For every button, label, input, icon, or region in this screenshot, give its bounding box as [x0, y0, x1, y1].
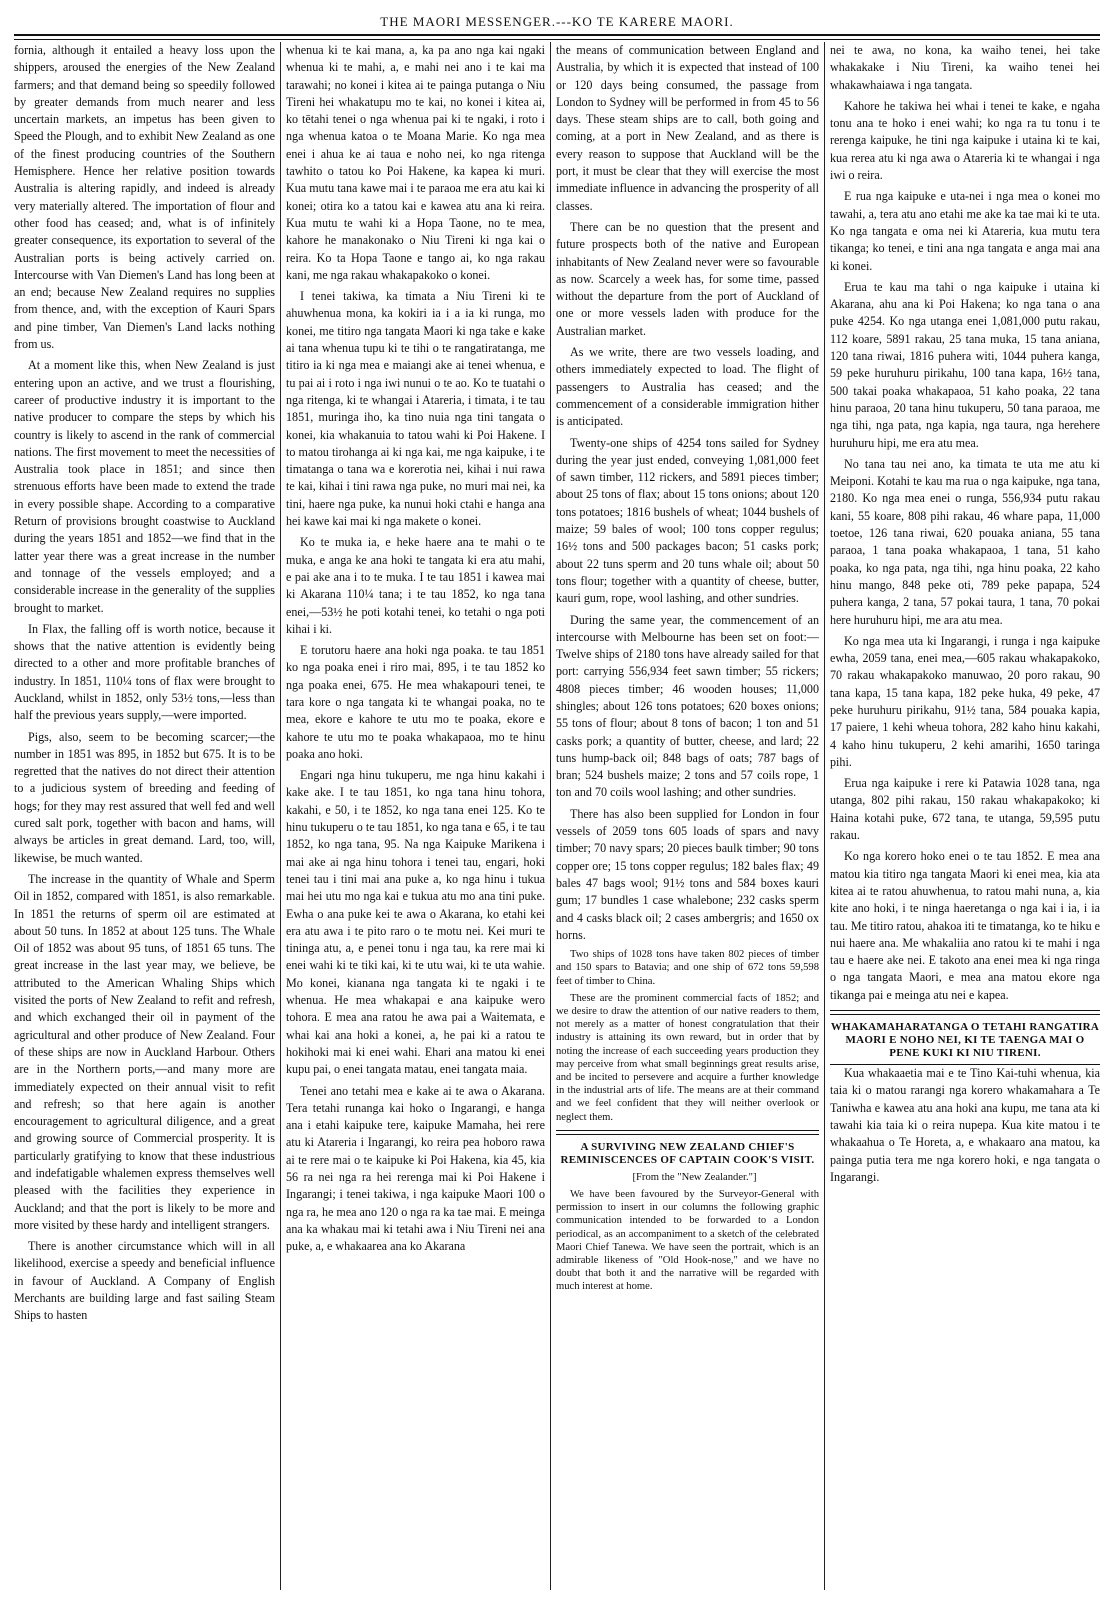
- column-4-maori: [830, 42, 1100, 1588]
- column-2-maori: [286, 42, 545, 1588]
- article-source: [From the "New Zealander."]: [632, 1171, 757, 1183]
- column-1-english: [14, 42, 275, 1588]
- paragraph: Ko nga korero hoko enei o te tau 1852. E mea ana matou kia titiro nga tangata Maori ki enei mea, kia ata kitea ai te ratou ahuwhenua, to ratou mahi nuna, a, kia kite ano hoki, i te ninga haeretanga o nga kai i ia, i ia tau. Me titiro ratou, ahakoa iti te timatanga, ko te hiku e nui haere ana. Me whakaliia ano ratou ki te mahi i nga tau e haere ake nei. E takoto ana enei mea ki nga ringa o nga tangata Maori, e mea ana matou ekore nga tikanga pai e meinga atu nei e kapea.: [830, 849, 1100, 1002]
- paragraph: Pigs, also, seem to be becoming scarcer;—the number in 1851 was 895, in 1852 but 675. It is to be regretted that the natives do not direct their attention to a judicious system of breeding and feeding of hogs; for they may rest assured that well fed and well cured salt pork, together with bacon and hams, will always be articles in great demand. Lard, too, will, likewise, be much wanted.: [14, 729, 275, 865]
- paragraph: At a moment like this, when New Zealand is just entering upon an active, and we trust a flourishing, career of productive industry it is important to the native producer to compare the steps by which his country is likely to ascend in the rank of commercial nations. The first movement to meet the necessities of Australia took place in 1851; and since then strenuous efforts have been made to extend the trade in every possible shape. According to a comparative Return of provisions brought coastwise to Auckland during the years 1851 and 1852—we find that in the latter year there was a great increase in the number and tonnage of the vessels employed; and a considerable increase in the generality of the supplies brought to market.: [14, 358, 275, 615]
- paragraph: Erua te kau ma tahi o nga kaipuke i utaina ki Akarana, ahu ana ki Poi Hakena; ko nga tana o ana puke 4254. Ko nga utanga enei 1,081,000 putu rakau, 112 koare, 5891 rakau, 25 tana muka, 15 tana aniana, 120 tana riwai, 1816 puhera witi, 1044 puhera kanga, 59 peke huruhuru pirikahu, 100 tana kapa, 16½ tana, 500 takai poaka whakapaoa, 51 kaho poaka, 22 tana hinu paraoa, 20 tana hinu tukuperu, 50 tana paraoa, me nga tihi, nga pata, nga kapia, nga taura, nga herehere huruhuru hipi, me era atu mea.: [830, 279, 1100, 450]
- paragraph: fornia, although it entailed a heavy loss upon the shippers, aroused the energies of the New Zealand farmers; and that demand being so speedily followed by greater demands from much nearer and less uncertain markets, an impetus has been given to Speed the Plough, and to exhibit New Zealand as one of the finest producing countries of the Southern Hemisphere. Hence her relative position towards Australia is altering rapidly, and indeed is already very materially altered. The importation of flour and other food has ceased; and, what is of infinitely greater consequence, its exportation to several of the Australian ports is being actively carried on. Intercourse with Van Diemen's Land has long been at an end; because New Zealand requires no supplies from thence, and, with the exception of Kauri Spars and pine timber, Van Diemen's Land lacks nothing from us.: [14, 43, 275, 352]
- paragraph: During the same year, the commencement of an intercourse with Melbourne has been set on foot:—Twelve ships of 2180 tons have already sailed for that port: carrying 556,934 feet sawn timber; 55 rickers; 4808 pieces timber; 46 wooden houses; 11,000 shingles; about 126 tons potatoes; 620 boxes onions; 55 tons of flour; about 8 tons of bacon; 1 ton and 51 casks pork; a quantity of butter, cheese, and lard; 22 tuns hump-back oil; 848 bags of oats; 787 bags of bran; 524 bushels maize; 2 tons and 57 coils rope, 1 ton and 70 coils wool lashing; and other sundries.: [556, 612, 819, 800]
- paragraph: Kahore he takiwa hei whai i tenei te kake, e ngaha tonu ana te hoko i enei wahi; ko nga ra tu tonu i te rerenga kaipuke, he tini nga kaipuke i utaina ki te kai, kua rerea atu ki nga awa o Atareria ki te whangai i nga iwi o reira.: [830, 98, 1100, 183]
- column-3-english: [556, 42, 819, 1588]
- paragraph: Ko te muka ia, e heke haere ana te mahi o te muka, e anga ke ana hoki te tangata ki era atu mahi, e pai ake ana i to te muka. I te tau 1851 i kawea mai ki Akarana 110¼ tana; i te tau 1852, ko nga tana enei,—53½ he poti kotahi tenei, ko tetahi o nga poti kihai i ki.: [286, 535, 545, 636]
- paragraph: Kua whakaaetia mai e te Tino Kai-tuhi whenua, kia taia ki o matou rarangi nga korero whakamahara a Te Taniwha e kawea atu ana hoki ana kupu, me tana ata ki tawahi kia taia ki o reira nupepa. Kua kite matou i te whakaahua o Te Horeta, a, e whakaaro ana matou, ka painga putia tera me nga korero hoki, e nga tangata o Ingarangi.: [830, 1066, 1100, 1184]
- paragraph: We have been favoured by the Surveyor-General with permission to insert in our columns the following graphic communication intended to be forwarded to a London periodical, as an accompaniment to a sketch of the celebrated Maori Chief Tanewa. We have seen the portrait, which is an admirable likeness of "Old Hook-nose," and we have no doubt that both it and the narrative will be regarded with much interest at home.: [556, 1188, 819, 1293]
- paragraph: Twenty-one ships of 4254 tons sailed for Sydney during the year just ended, conveying 1,081,000 feet of sawn timber, 112 rickers, and 5891 pieces timber; about 25 tons of flax; about 15 tons onions; about 120 tons potatoes; 1816 bushels of wheat; 1044 bushels of maize; 59 bales of wool; 100 tons copper regulus; 16½ tons and 500 packages bacon; 51 casks pork; about 22 tuns sperm and 20 tuns whale oil; about 50 tons flour; together with a quantity of cheese, butter, kauri gum, rope, wool lashing, and other sundries.: [556, 435, 819, 606]
- masthead-rule: [14, 34, 1100, 40]
- paragraph: Two ships of 1028 tons have taken 802 pieces of timber and 150 spars to Batavia; and one ship of 672 tons 59,598 feet of timber to China.: [556, 949, 819, 987]
- column-divider: [280, 42, 281, 1590]
- paragraph: The increase in the quantity of Whale and Sperm Oil in 1852, compared with 1851, is also remarkable. In 1851 the returns of sperm oil are estimated at about 50 tuns. In 1852 at about 125 tuns. The Whale Oil of 1852 was about 95 tuns, of 1851 65 tuns. The great increase in the last year may, we believe, be attributed to the American Whaling Ships which visited the ports of New Zealand to refit and refresh, and which exchanged their oil in payment of the agricultural and other produce of New Zealand. Four of these ships are now in Auckland Harbour. Others are in the Northern ports,—and many more are immediately expected on their annual visit to refit and refresh; so that here again is another encouragement to agricultural diligence, and a great and growing source of Commercial prosperity. It is particularly gratifying to know that these industrious and indefatigable whalemen express themselves well pleased with the facilities they experience in Auckland; and that the port is likely to be more and more visited by these hardy and intelligent strangers.: [14, 871, 275, 1232]
- paragraph: As we write, there are two vessels loading, and others immediately expected to load. The flight of passengers to Australia has ceased; and the commencement of a considerable immigration hither is anticipated.: [556, 345, 819, 429]
- paragraph: I tenei takiwa, ka timata a Niu Tireni ki te ahuwhenua mona, ka kokiri ia i a ia ki runga, mo konei, me titiro nga tangata Maori ki nga take e kake ai tana whenua tupu ki te tihi o te rangatiratanga, me titiro ia ki nga mea e maiangi ake ai tenei whenua, e tu pai ai i roto i nga iwi nunui o te ao. Ko te tuatahi o nga ritenga, ki te whangai i Atareria, i timata, i te tau 1851, muringa iho, ka tino nuia nga tini tangata o konei, kia whakanuia to tatou wahi ki Poi Hakene. I to matou tirohanga ai ki nga kai, me nga kaipuke, i te timatanga o tana wa e korerotia nei, kihai i nui rawa te kai, kihai i tini rawa nga puke, no muri mai nei, ka tini, haere nga puke, ka nunui hoki ctahi e hanga ana hei kawe kai mai ki nga makete o konei.: [286, 289, 545, 529]
- paragraph: Ko nga mea uta ki Ingarangi, i runga i nga kaipuke ewha, 2059 tana, enei mea,—605 rakau whakapakoko, 70 rakau whakapakoko manuwao, 20 poro rakau, 90 tana kapa, 15 tana kapa, 182 peke huka, 49 peke, 47 peke huruhuru pirikahu, 91½ tana, 584 pouaka kapia, 17 paiere, 1 kehi wheua tohora, 282 kaho hinu kakahi, 4 kaho hinu tukuperu, 2 kehi amarihi, 1650 taringa pihi.: [830, 633, 1100, 769]
- column-divider: [824, 42, 825, 1590]
- paragraph: Erua nga kaipuke i rere ki Patawia 1028 tana, nga utanga, 802 pihi rakau, 150 rakau whakapakoko; ki Haina kotahi puke, 672 tana, te utanga, 59,595 putu rakau.: [830, 776, 1100, 843]
- article-headline: A SURVIVING NEW ZEALAND CHIEF'S REMINISCENCES OF CAPTAIN COOK'S VISIT.: [560, 1140, 815, 1166]
- masthead: THE MAORI MESSENGER.---KO TE KARERE MAORI.: [380, 14, 734, 29]
- paragraph: Tenei ano tetahi mea e kake ai te awa o Akarana. Tera tetahi runanga kai hoko o Ingarangi, e hanga ana i etahi kaipuke tere, kaipuke Mamaha, hei rere atu ki Atareria i Ingarangi, ko reira pea hoboro rawa ai te rere mai o te kaipuke ki Poi Hakena, kia 45, kia 56 ra nei nga ra hei rerenga mai ki Poi Hakene i Ingarangi; i tenei takiwa, i nga kaipuke Maori 100 o nga ra, he mea ano 120 o nga ra ka tae mai. E meinga ana ka whakau mai ki tetahi awa i Niu Tireni nei ana puke, a, e whakaarea ana ko Akarana: [286, 1083, 545, 1254]
- paragraph: Engari nga hinu tukuperu, me nga hinu kakahi i kake ake. I te tau 1851, ko nga tana hinu tohora, kakahi, e 50, i te 1852, ko nga tana enei 125. Ko te hinu tukuperu o te tau 1851, ko nga tana e 65, i te tau 1852, ko nga tana, 95. Na nga Kaipuke Marikena i mai ake ai nga hinu tohora i tenei tau, engari, hoki tenei tau i tini mai ana puke a, ko nga hinu i tukua mai hei utu mo nga kai e tukua atu mo ana tini puke. Ewha o ana puke kei te awa o Akarana, ko etahi kei era atu awa i te pito raro o te motu nei. Kei muri te tininga atu, a, e penei tonu i nga tau, ka rere mai ki enei wahi ki te tiki kai, ki te utu wai, ki te uta wahie. Mo konei, kianana nga tangata ki te ngaki i te whenua. He mea whakapai e ana kaipuke wero tohora. E mea ana ratou he awa pai a Waitemata, e whai kai ana hoki a konei, a, he pai ki a ratou te hokihoki mai ki enei wahi. Ehari ana matou ki enei kupu pai, o enei tangata matau, enei tangata maia.: [286, 768, 545, 1077]
- paragraph: In Flax, the falling off is worth notice, because it shows that the native attention is evidently being directed to a other and more profitable branches of industry. In 1851, 110¼ tons of flax were brought to Auckland, whilst in 1852, only 53½ tons,—less than half the previous years supply,—were imported.: [14, 621, 275, 723]
- paragraph: There has also been supplied for London in four vessels of 2059 tons 605 loads of spars and navy timber; 70 navy spars; 20 pieces baulk timber; 90 tons copper ore; 15 tons copper regulus; 182 bales flax; 49 bales 47 bags wool; 91½ tons and 584 boxes kauri gum; 17 bundles 1 case whalebone; 232 casks sperm and 4 casks black oil; 2 cases ambergris; and 1650 ox horns.: [556, 806, 819, 942]
- paragraph: nei te awa, no kona, ka waiho tenei, hei take whakakake i Niu Tireni, ka waiho tenei hei whakawhaiawa i nga tangata.: [830, 43, 1100, 92]
- paragraph: whenua ki te kai mana, a, ka pa ano nga kai ngaki whenua ki te mahi, a, e mahi nei ano i te kai ma tarawahi; no konei i kitea ai te painga putanga o Niu Tireni hei whakatupu mo te kai, no konei i kitea ai, ko tētahi tenei o nga whenua pai ki te ngaki, i roto i nga whenua katoa o te Moana Marie. Ko nga mea enei i ahua ke ai taua e noho nei, ko nga ritenga tawhito o tatou ko Poi Hakene, ka kapea ki muri. Kua mutu tana kawe mai i te paraoa me era atu kai ki konei; otira ko a tatou kai e kawea atu ana ki reira. Kua mutu te wahi ki a Hopa Taone, no te mea, kahore he manakonako o Niu Tireni ki nga kai o reira. Ko ta Hopa Taone e tango ai, ko nga rakau kani, me nga rakau whakapakoko o konei.: [286, 43, 545, 282]
- paragraph: the means of communication between England and Australia, by which it is expected that instead of 100 or 120 days being consumed, the passage from London to Sydney will be performed in from 45 to 56 days. These steam ships are to call, both going and coming, at a port in New Zealand, and as there is every reason to suppose that Auckland will be the port, it must be clear that they will exercise the most immediate influence in advancing the prosperity of all classes.: [556, 43, 819, 213]
- section-rule: [830, 1010, 1100, 1015]
- column-divider: [550, 42, 551, 1590]
- article-headline: WHAKAMAHARATANGA O TETAHI RANGATIRA MAORI E NOHO NEI, KI TE TAENGA MAI O PENE KUKI KI NIU TIRENI.: [830, 1021, 1100, 1060]
- paragraph: E rua nga kaipuke e uta-nei i nga mea o konei mo tawahi, a, tera atu ano etahi me ake ka tae mai ki te uta. Ko nga tangata e oma nei ki Atareria, kua mutu tera tikanga; ko tenei, e tini ana nga tangata e anga mai ana ki konei.: [830, 189, 1100, 273]
- paragraph: There can be no question that the present and future prospects both of the native and European inhabitants of New Zealand never were so favourable as now. Scarcely a week has, for some time, passed without the departure from the port of Auckland of one or more vessels laden with produce for the Australian market.: [556, 219, 819, 338]
- paragraph: No tana tau nei ano, ka timata te uta me atu ki Meiponi. Kotahi te kau ma rua o nga kaipuke, nga tana, 2180. Ko nga mea enei o runga, 556,934 putu rakau kani, 55 koare, 808 pihi rakau, 46 whare papa, 11,000 toetoe, 126 tana riwai, 620 pouaka aniana, 55 tana paraoa, 1 tana poaka whakapaoa, 1 tana, 51 kaho poaka, ko nga pata, nga tihi, nga hinu poaka, 22 kaho hinu mango, 848 peke oti, 789 peke papapa, 524 puhera kanga, 2 tana, 57 pokai taura, 1 tana, 70 pokai here huruhuru hipi, me ara atu mea.: [830, 456, 1100, 627]
- paragraph: There is another circumstance which will in all likelihood, exercise a speedy and beneficial influence in favour of Auckland. A Company of English Merchants are building large and fast sailing Steam Ships to hasten: [14, 1239, 275, 1323]
- section-rule: [556, 1130, 819, 1135]
- paragraph: E torutoru haere ana hoki nga poaka. te tau 1851 ko nga poaka enei i riro mai, 895, i te tau 1852 ko nga poaka enei, 675. He mea whakapouri tenei, te tara kore o nga tangata ki te whangai poaka, no te mea, ekore e kahore te utu mo te poaka, ekore e kahore te utu mo te poaka whakapaoa, mo te hinu poaka ano hoki.: [286, 643, 545, 761]
- paragraph: These are the prominent commercial facts of 1852; and we desire to draw the attention of our native readers to them, not merely as a matter of honest congratulation that their industry is attaining its own reward, but in order that by noting the increase of each succeeding years production they may perceive from what small beginnings great results arise, and be incited to persevere and acquire a further knowledge in the industrial arts of life. The means are at their command and we feel confident that they will neither overlook or neglect them.: [556, 992, 819, 1123]
